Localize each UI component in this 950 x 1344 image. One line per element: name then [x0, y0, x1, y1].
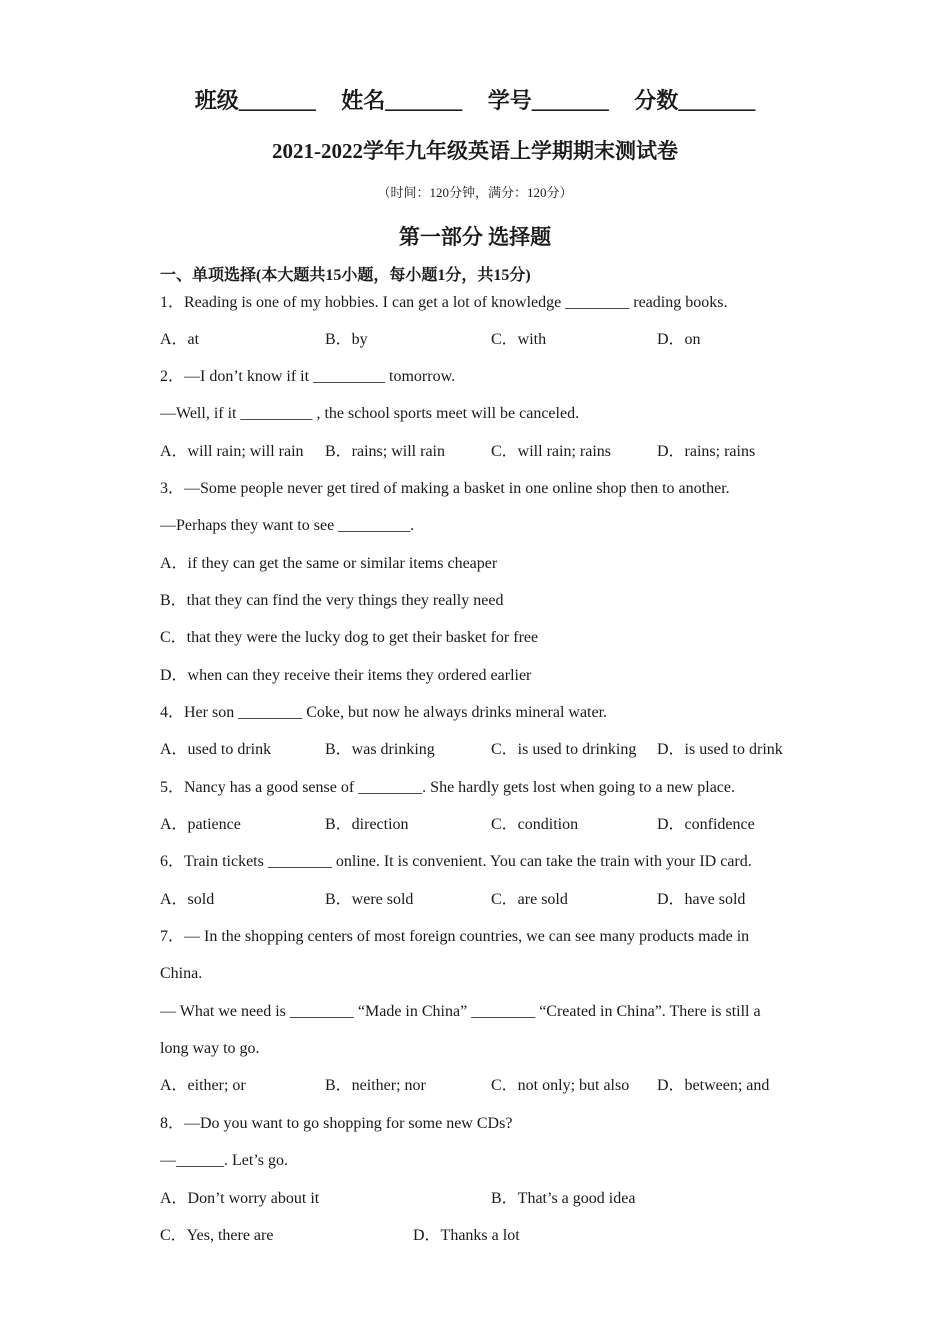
- q7-stem-continued: China.: [160, 965, 203, 982]
- q3-option-a: A．if they can get the same or similar items cheaper: [160, 555, 498, 572]
- q8-stem: 8．—Do you want to go shopping for some new CDs?: [160, 1115, 513, 1132]
- q6-option-d: D．have sold: [657, 891, 746, 908]
- class-field: 班级_______: [194, 88, 316, 113]
- q7-option-a: A．either; or: [160, 1077, 246, 1094]
- q3-stem-reply: —Perhaps they want to see _________.: [160, 517, 415, 534]
- q2-option-c: C．will rain; rains: [491, 443, 611, 460]
- student-info-header: [0, 84, 950, 115]
- q2-stem-reply: —Well, if it _________ , the school sports meet will be canceled.: [160, 405, 580, 422]
- section-title: 一、单项选择(本大题共15小题，每小题1分，共15分): [160, 267, 531, 284]
- exam-title: 2021-2022学年九年级英语上学期期末测试卷: [272, 139, 678, 163]
- q8-option-b: B．That’s a good idea: [491, 1190, 636, 1207]
- q8-stem-reply: —______. Let’s go.: [160, 1152, 288, 1169]
- q8-options-row1: [160, 1189, 800, 1209]
- q6-options: [160, 890, 800, 910]
- q5-stem: 5．Nancy has a good sense of ________. She hardly gets lost when going to a new place.: [160, 779, 735, 796]
- q2-options: [160, 442, 800, 462]
- q1-options: [160, 330, 800, 350]
- q6-option-a: A．sold: [160, 891, 215, 908]
- q4-options: [160, 740, 800, 760]
- q5-option-c: C．condition: [491, 816, 579, 833]
- q5-options: [160, 815, 800, 835]
- q7-options: [160, 1076, 800, 1096]
- q3-option-d: D．when can they receive their items they ordered earlier: [160, 667, 532, 684]
- q2-stem: 2．—I don’t know if it _________ tomorrow.: [160, 368, 456, 385]
- q7-option-d: D．between; and: [657, 1077, 770, 1094]
- q1-stem: 1．Reading is one of my hobbies. I can get a lot of knowledge ________ reading books.: [160, 294, 728, 311]
- q1-option-a: A．at: [160, 331, 200, 348]
- student-id-field: 学号_______: [487, 88, 609, 113]
- q5-option-a: A．patience: [160, 816, 241, 833]
- q2-option-a: A．will rain; will rain: [160, 443, 304, 460]
- q5-option-b: B．direction: [325, 816, 409, 833]
- q6-stem: 6．Train tickets ________ online. It is convenient. You can take the train with your ID card.: [160, 853, 752, 870]
- exam-subtitle: （时间：120分钟，满分：120分）: [377, 185, 573, 200]
- q4-option-d: D．is used to drink: [657, 741, 783, 758]
- score-field: 分数_______: [634, 88, 756, 113]
- q4-stem: 4．Her son ________ Coke, but now he always drinks mineral water.: [160, 704, 608, 721]
- q8-option-a: A．Don’t worry about it: [160, 1190, 320, 1207]
- q2-option-b: B．rains; will rain: [325, 443, 445, 460]
- q5-option-d: D．confidence: [657, 816, 755, 833]
- q8-options-row2: [160, 1226, 800, 1246]
- q4-option-a: A．used to drink: [160, 741, 272, 758]
- q7-option-b: B．neither; nor: [325, 1077, 426, 1094]
- part-title: 第一部分 选择题: [398, 225, 552, 249]
- q3-option-b: B．that they can find the very things they really need: [160, 592, 504, 609]
- q7-option-c: C．not only; but also: [491, 1077, 630, 1094]
- q1-option-c: C．with: [491, 331, 547, 348]
- q1-option-d: D．on: [657, 331, 701, 348]
- q1-option-b: B．by: [325, 331, 368, 348]
- q6-option-c: C．are sold: [491, 891, 568, 908]
- q7-stem-reply: — What we need is ________ “Made in China” ________ “Created in China”. There is still a: [160, 1003, 761, 1020]
- q4-option-c: C．is used to drinking: [491, 741, 637, 758]
- q7-stem: 7．— In the shopping centers of most foreign countries, we can see many products made in: [160, 928, 750, 945]
- q7-stem-reply-continued: long way to go.: [160, 1040, 260, 1057]
- q8-option-c: C．Yes, there are: [160, 1227, 274, 1244]
- q4-option-b: B．was drinking: [325, 741, 435, 758]
- q8-option-d: D．Thanks a lot: [413, 1227, 520, 1244]
- q3-option-c: C．that they were the lucky dog to get their basket for free: [160, 629, 539, 646]
- q6-option-b: B．were sold: [325, 891, 414, 908]
- name-field: 姓名_______: [341, 88, 463, 113]
- q3-stem: 3．—Some people never get tired of making a basket in one online shop then to another.: [160, 480, 730, 497]
- q2-option-d: D．rains; rains: [657, 443, 756, 460]
